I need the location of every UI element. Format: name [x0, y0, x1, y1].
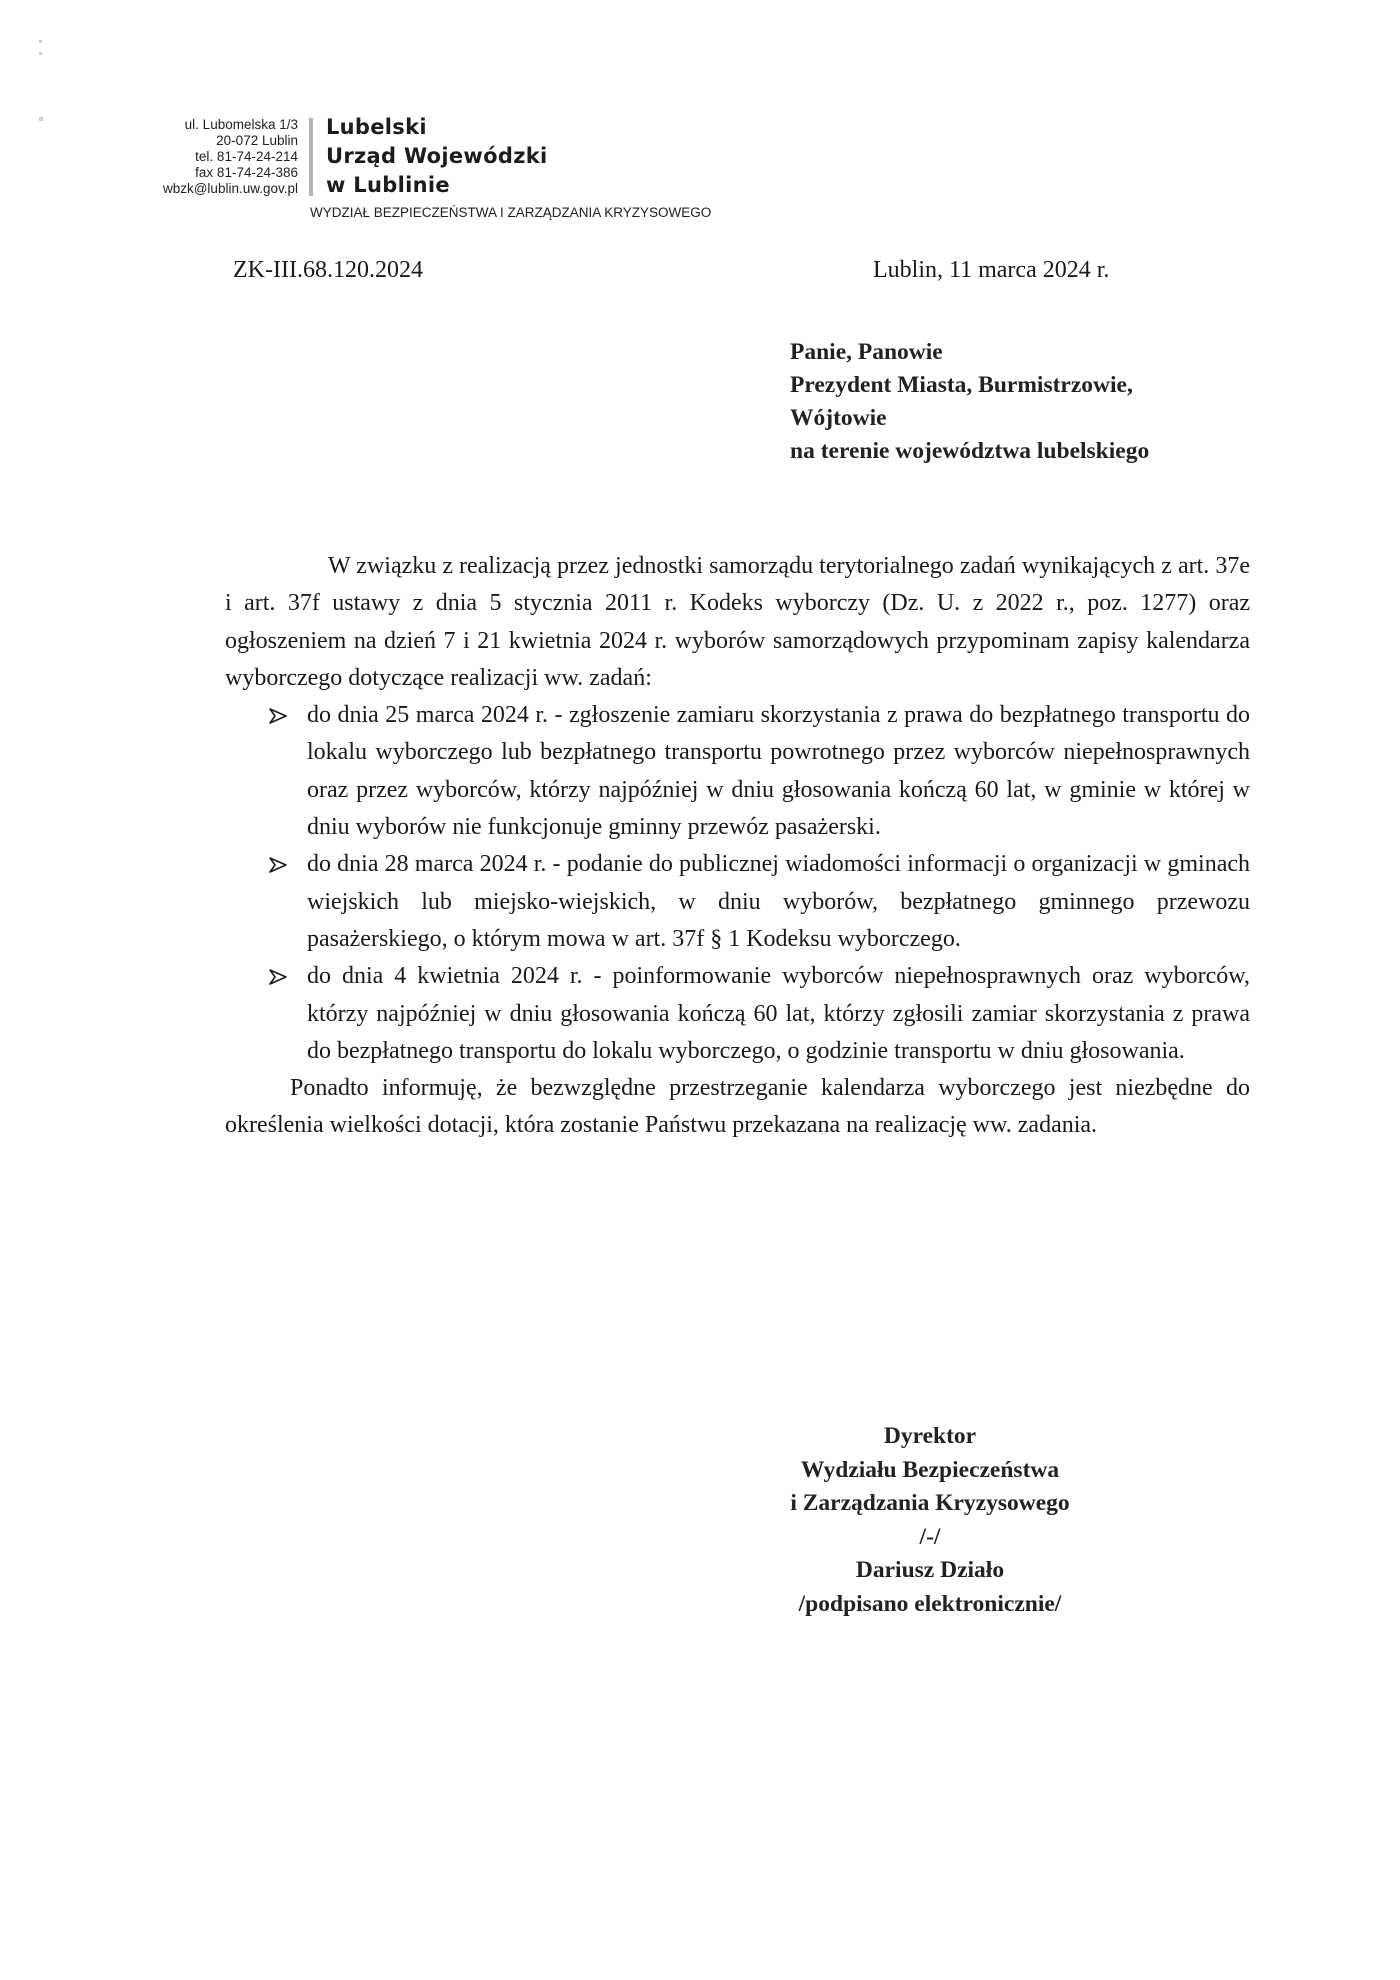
list-item [225, 846, 1250, 958]
letterhead-contact [118, 117, 298, 197]
contact-address: ul. Lubomelska 1/3 [184, 117, 298, 132]
list-item-text: do dnia 4 kwietnia 2024 r. - poinformowanie wyborców niepełnosprawnych oraz wyborców, którzy najpóźniej w dniu głosowania kończą 60 lat, którzy zgłosili zamiar skorzystania z prawa do bezpłatnego transportu do lokalu wyborczego, o godzinie transportu w dniu głosowania. [307, 963, 1250, 1064]
org-line: w Lublinie [326, 173, 450, 197]
signature-department: i Zarządzania Kryzysowego [790, 1490, 1070, 1516]
scan-mark [39, 40, 42, 43]
arrowhead-bullet-icon [269, 857, 287, 873]
addressee-line: Panie, Panowie [790, 339, 943, 365]
letterhead-organization [326, 113, 547, 200]
signature-block [730, 1420, 1130, 1621]
intro-paragraph: W związku z realizacją przez jednostki samorządu terytorialnego zadań wynikających z art. 37e i art. 37f ustawy z dnia 5 stycznia 2011 r. Kodeks wyborczy (Dz. U. z 2022 r., poz. 1277) oraz ogłoszeniem na dzień 7 i 21 kwietnia 2024 r. wyborów samorządowych przypominam zapisy kalendarza wyborczego dotyczące realizacji ww. zadań: [225, 553, 1250, 691]
list-item-text: do dnia 28 marca 2024 r. - podanie do publicznej wiadomości informacji o organizacji w gminach wiejskich lub miejsko-wiejskich, w dniu wyborów, bezpłatnego gminnego przewozu pasażerskiego, o którym mowa w art. 37f § 1 Kodeksu wyborczego. [307, 851, 1250, 952]
signature-note: /podpisano elektronicznie/ [798, 1590, 1062, 1617]
letter-body [225, 548, 1250, 1145]
closing-paragraph: Ponadto informuję, że bezwzględne przestrzeganie kalendarza wyborczego jest niezbędne do określenia wielkości dotacji, która zostanie Państwu przekazana na realizację ww. zadania. [225, 1075, 1250, 1139]
addressee-block [790, 336, 1149, 468]
arrowhead-bullet-icon [269, 969, 287, 985]
letterhead-department: WYDZIAŁ BEZPIECZEŃSTWA I ZARZĄDZANIA KRYZYSOWEGO [310, 205, 712, 220]
list-item-text: do dnia 25 marca 2024 r. - zgłoszenie zamiaru skorzystania z prawa do bezpłatnego transportu do lokalu wyborczego lub bezpłatnego transportu powrotnego przez wyborców niepełnosprawnych oraz przez wyborców, którzy najpóźniej w dniu głosowania kończą 60 lat, w gminie w której w dniu wyborów nie funkcjonuje gminny przewóz pasażerski. [307, 702, 1250, 841]
letterhead-divider [309, 118, 313, 196]
org-line: Lubelski [326, 115, 427, 139]
signature-department: Wydziału Bezpieczeństwa [800, 1456, 1060, 1483]
signature-name: Dariusz Działo [855, 1557, 1005, 1583]
arrowhead-bullet-icon [269, 708, 287, 724]
deadline-list [225, 697, 1250, 1070]
scan-mark [39, 117, 43, 121]
signature-mark: /-/ [919, 1523, 941, 1550]
signature-title: Dyrektor [883, 1423, 977, 1449]
addressee-line: Wójtowie [790, 405, 887, 431]
addressee-line: na terenie województwa lubelskiego [790, 438, 1150, 464]
contact-phone: tel. 81-74-24-214 [195, 149, 298, 164]
list-item [225, 958, 1250, 1070]
contact-email: wbzk@lublin.uw.gov.pl [162, 181, 298, 196]
date-line: Lublin, 11 marca 2024 r. [873, 257, 1110, 283]
org-line: Urząd Wojewódzki [326, 144, 548, 168]
contact-fax: fax 81-74-24-386 [195, 165, 298, 180]
list-item [225, 697, 1250, 846]
contact-postal: 20-072 Lublin [216, 133, 298, 148]
scan-mark [39, 52, 42, 55]
reference-number: ZK-III.68.120.2024 [233, 257, 423, 283]
addressee-line: Prezydent Miasta, Burmistrzowie, [790, 372, 1133, 398]
